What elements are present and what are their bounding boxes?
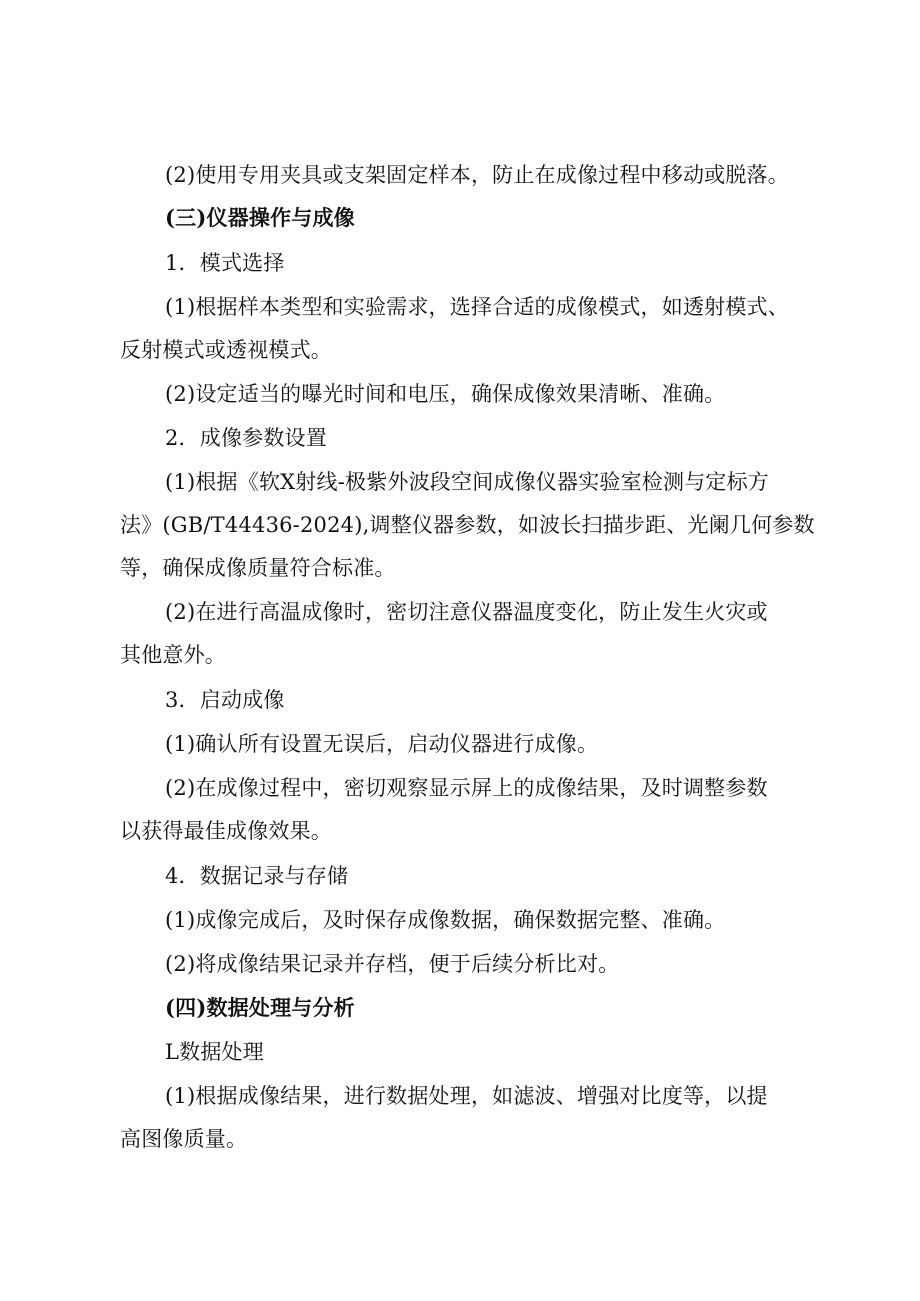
subheading-imaging-parameters: 2．成像参数设置 [165,426,327,450]
paragraph-observe-line-1: (2)在成像过程中，密切观察显示屏上的成像结果，及时调整参数 [165,776,768,800]
section-heading-instrument-operation: (三)仪器操作与成像 [165,205,355,230]
paragraph-observe-line-2: 以获得最佳成像效果。 [120,819,332,843]
paragraph-exposure: (2)设定适当的曝光时间和电压，确保成像效果清晰、准确。 [165,382,726,406]
paragraph-save-data: (1)成像完成后，及时保存成像数据，确保数据完整、准确。 [165,908,726,932]
subheading-start-imaging: 3．启动成像 [165,688,285,712]
paragraph-standard-line-3: 等，确保成像质量符合标准。 [120,556,396,580]
paragraph-confirm-settings: (1)确认所有设置无误后，启动仪器进行成像。 [165,732,599,756]
paragraph-standard-line-1: (1)根据《软X射线-极紫外波段空间成像仪器实验室检测与定标方 [165,470,769,494]
subheading-mode-selection: 1．模式选择 [165,251,285,275]
paragraph-processing-line-2: 高图像质量。 [120,1127,248,1151]
subheading-data-processing: L数据处理 [165,1040,264,1064]
paragraph-high-temp-line-2: 其他意外。 [120,643,226,667]
section-heading-data-processing: (四)数据处理与分析 [165,995,355,1020]
paragraph-mode-choice-line-2: 反射模式或透视模式。 [120,338,332,362]
paragraph-high-temp-line-1: (2)在进行高温成像时，密切注意仪器温度变化，防止发生火灾或 [165,600,768,624]
paragraph-fixture: (2)使用专用夹具或支架固定样本，防止在成像过程中移动或脱落。 [165,163,789,187]
paragraph-standard-line-2: 法》(GB/T44436-2024),调整仪器参数，如波长扫描步距、光阑几何参数 [120,513,815,537]
paragraph-processing-line-1: (1)根据成像结果，进行数据处理，如滤波、增强对比度等，以提 [165,1084,768,1108]
paragraph-archive: (2)将成像结果记录并存档，便于后续分析比对。 [165,952,620,976]
paragraph-mode-choice-line-1: (1)根据样本类型和实验需求，选择合适的成像模式，如透射模式、 [165,295,789,319]
subheading-data-recording: 4．数据记录与存储 [165,864,349,888]
